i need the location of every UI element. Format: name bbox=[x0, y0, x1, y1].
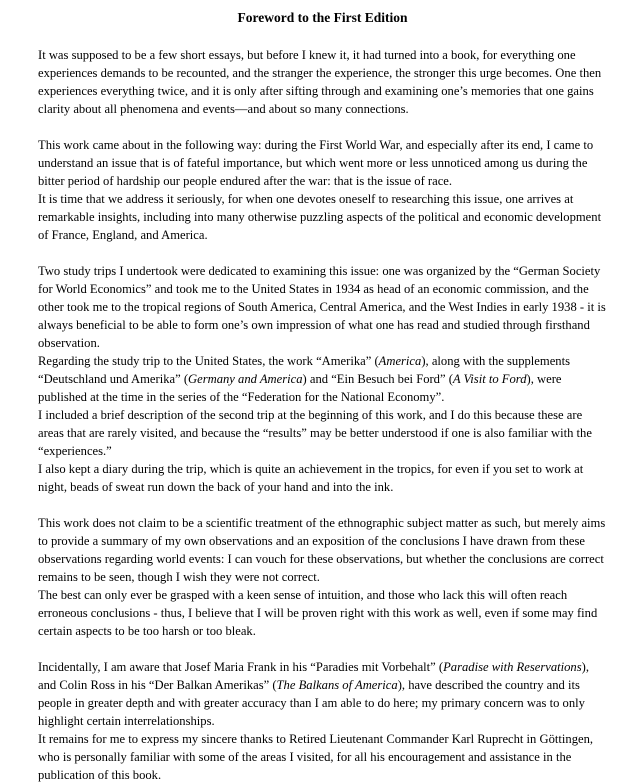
paragraph: It remains for me to express my sincere thanks to Retired Lieutenant Commander Karl Ruprecht in Göttingen, who is personally familiar with some of the areas I visited, for all his encouragement and assistance in the publication of this book. bbox=[38, 732, 594, 782]
paragraph: I also kept a diary during the trip, which is quite an achievement in the tropics, for even if you set to work at night, beads of sweat run down the back of your hand and into the ink. bbox=[38, 462, 584, 494]
italic-title: A Visit to Ford bbox=[452, 372, 527, 386]
paragraph: This work came about in the following way: during the First World War, and especially after its end, I came to understand an issue that is of fateful importance, but which went more or less unnoticed among us during the bitter period of hardship our people endured after the war: that is the issue of race. bbox=[38, 138, 594, 188]
italic-title: The Balkans of America bbox=[276, 678, 398, 692]
paragraph: It was supposed to be a few short essays, but before I knew it, it had turned into a book, for everything one experiences demands to be recounted, and the stranger the experience, the stronger this urge becomes. One then experiences everything twice, and it is only after sifting through and examining one’s memories that one gains clarity about all phenomena and events—and about so many connections. bbox=[38, 48, 602, 116]
section bbox=[38, 658, 607, 784]
paragraph: It is time that we address it seriously, for when one devotes oneself to researching this issue, one arrives at remarkable insights, including into many otherwise puzzling aspects of the political and economic development of France, England, and America. bbox=[38, 192, 602, 242]
page-title: Foreword to the First Edition bbox=[237, 10, 408, 25]
section bbox=[38, 136, 607, 244]
section bbox=[38, 262, 607, 496]
italic-title: Germany and America bbox=[188, 372, 303, 386]
section bbox=[38, 46, 607, 118]
italic-title: Paradise with Reservations bbox=[443, 660, 582, 674]
paragraph: Incidentally, I am aware that Josef Maria Frank in his “Paradies mit Vorbehalt” (Paradise with Reservations), and Colin Ross in his “Der Balkan Amerikas” (The Balkans of America), have described the country and its people in greater depth and with greater accuracy than I am able to do here; my primary concern was to only highlight certain interrelationships. bbox=[38, 660, 589, 728]
paragraph: Two study trips I undertook were dedicated to examining this issue: one was organized by the “German Society for World Economics” and took me to the United States in 1934 as head of an economic commission, and the other took me to the tropical regions of South America, Central America, and the West Indies in early 1938 - it is always beneficial to be able to form one’s own impression of what one has read and studied through firsthand observation. bbox=[38, 264, 606, 350]
section bbox=[38, 514, 607, 640]
italic-title: America bbox=[378, 354, 422, 368]
paragraph: The best can only ever be grasped with a keen sense of intuition, and those who lack this will often reach erroneous conclusions - thus, I believe that I will be proven right with this work as well, even if some may find certain aspects to be too harsh or too bleak. bbox=[38, 588, 598, 638]
paragraph: I included a brief description of the second trip at the beginning of this work, and I do this because these are areas that are rarely visited, and because the “results” may be better understood if one is also familiar with the “experiences.” bbox=[38, 408, 592, 458]
paragraph: Regarding the study trip to the United States, the work “Amerika” (America), along with the supplements “Deutschland und Amerika” (Germany and America) and “Ein Besuch bei Ford” (A Visit to Ford), were published at the time in the series of the “Federation for the National Economy”. bbox=[38, 354, 570, 404]
paragraph: This work does not claim to be a scientific treatment of the ethnographic subject matter as such, but merely aims to provide a summary of my own observations and an exposition of the conclusions I have drawn from these observations regarding world events: I can vouch for these observations, but whether the conclusions are correct remains to be seen, though I wish they were not correct. bbox=[38, 516, 606, 584]
